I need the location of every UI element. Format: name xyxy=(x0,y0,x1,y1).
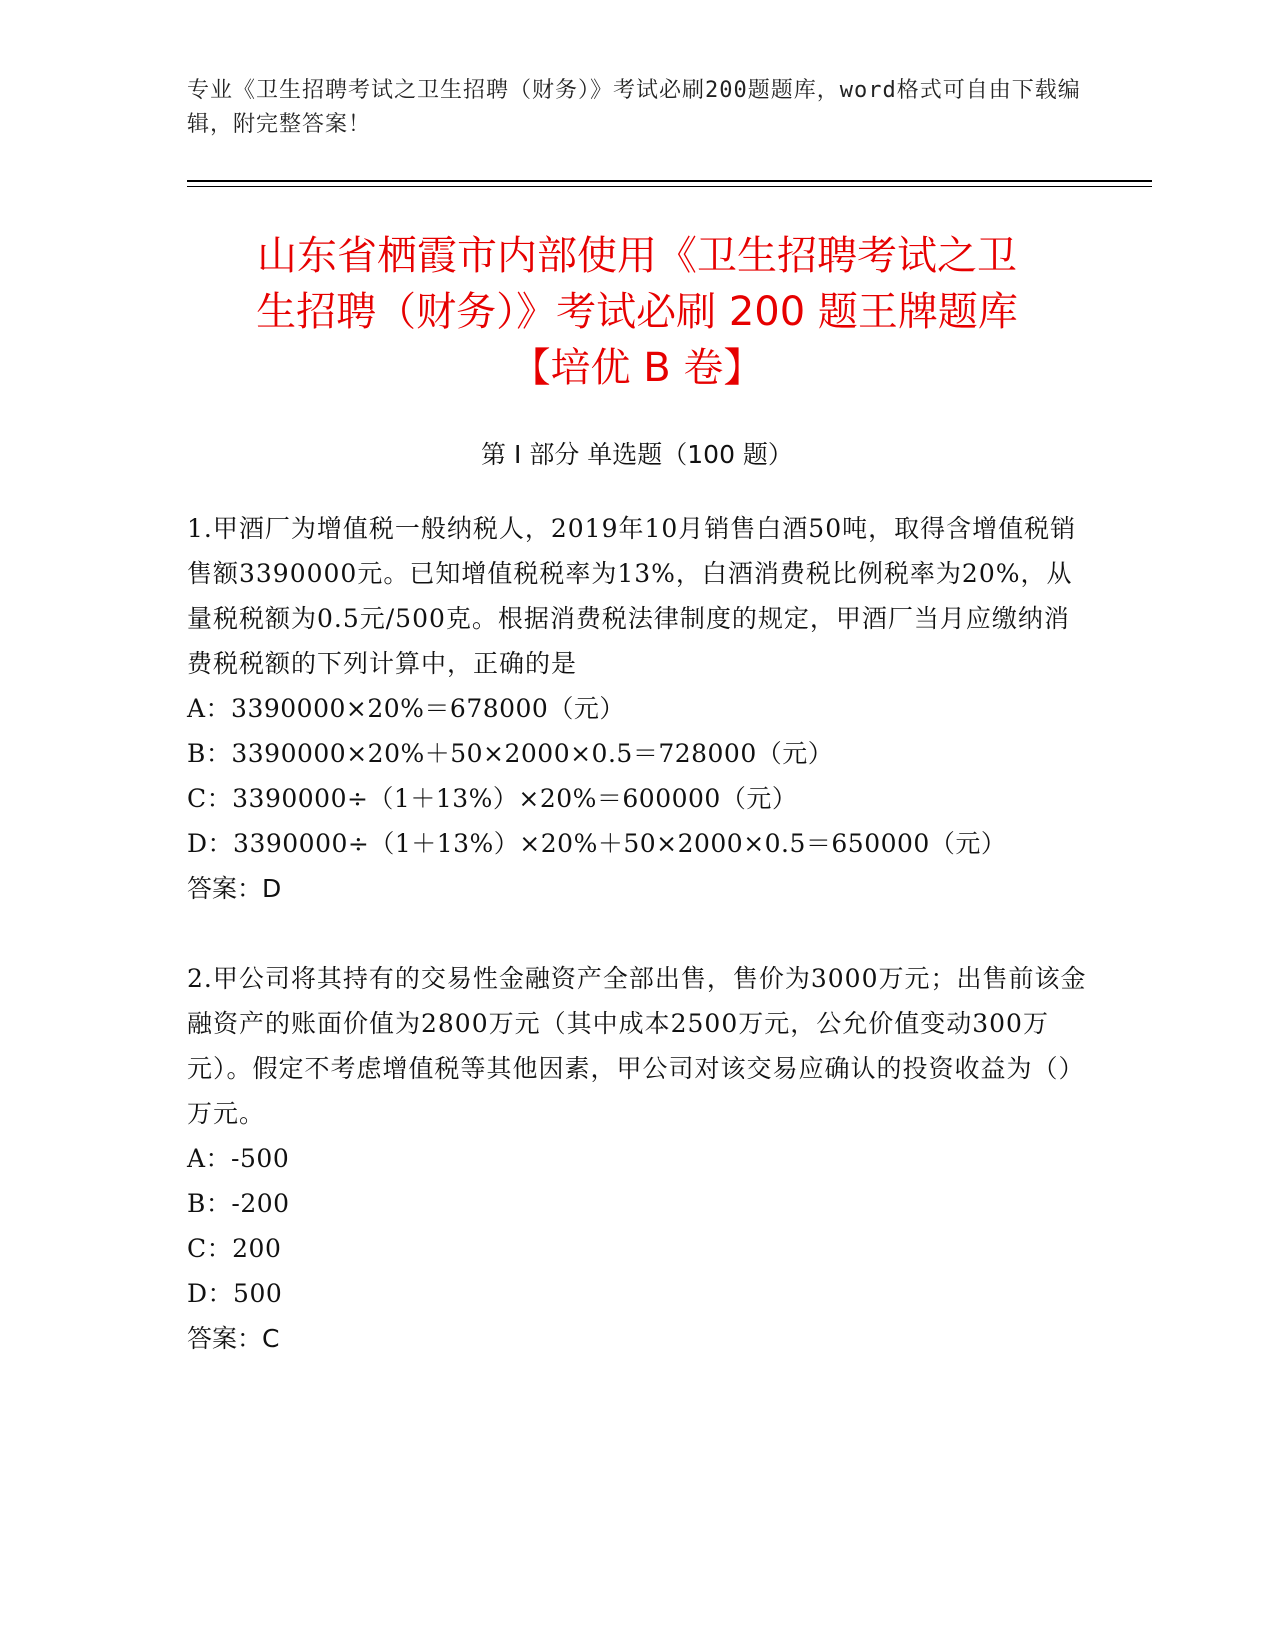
option-d: D：500 xyxy=(187,1279,283,1308)
answer: 答案：D xyxy=(187,874,282,903)
header-rule-thick xyxy=(187,180,1152,182)
header-note: 专业《卫生招聘考试之卫生招聘（财务）》考试必刷200题题库，word格式可自由下载编辑，附完整答案！ xyxy=(187,78,1081,137)
option-a: A：-500 xyxy=(187,1144,290,1173)
question-stem: 1.甲酒厂为增值税一般纳税人，2019年10月销售白酒50吨，取得含增值税销售额3390000元。已知增值税税率为13%，白酒消费税比例税率为20%，从量税税额为0.5元/500克。根据消费税法律制度的规定，甲酒厂当月应缴纳消费税税额的下列计算中，正确的是 xyxy=(187,514,1077,678)
question-1 xyxy=(187,506,1087,911)
option-a: A：3390000×20%＝678000（元） xyxy=(187,694,625,723)
question-stem: 2.甲公司将其持有的交易性金融资产全部出售，售价为3000万元；出售前该金融资产的账面价值为2800万元（其中成本2500万元，公允价值变动300万元）。假定不考虑增值税等其他因素，甲公司对该交易应确认的投资收益为（）万元。 xyxy=(187,964,1087,1128)
header-rule-thin xyxy=(187,186,1152,187)
option-c: C：200 xyxy=(187,1234,282,1263)
option-b: B：-200 xyxy=(187,1189,290,1218)
answer: 答案：C xyxy=(187,1324,280,1353)
option-c: C：3390000÷（1＋13%）×20%＝600000（元） xyxy=(187,784,798,813)
document-title xyxy=(187,228,1087,396)
option-b: B：3390000×20%＋50×2000×0.5＝728000（元） xyxy=(187,739,834,768)
section-heading: 第 I 部分 单选题（100 题） xyxy=(481,440,793,469)
question-2 xyxy=(187,956,1087,1361)
title-line: 山东省栖霞市内部使用《卫生招聘考试之卫 xyxy=(257,233,1017,279)
title-line: 生招聘（财务）》考试必刷 200 题王牌题库 xyxy=(256,289,1018,335)
title-line: 【培优 B 卷】 xyxy=(510,345,764,391)
option-d: D：3390000÷（1＋13%）×20%＋50×2000×0.5＝650000（元） xyxy=(187,829,1007,858)
